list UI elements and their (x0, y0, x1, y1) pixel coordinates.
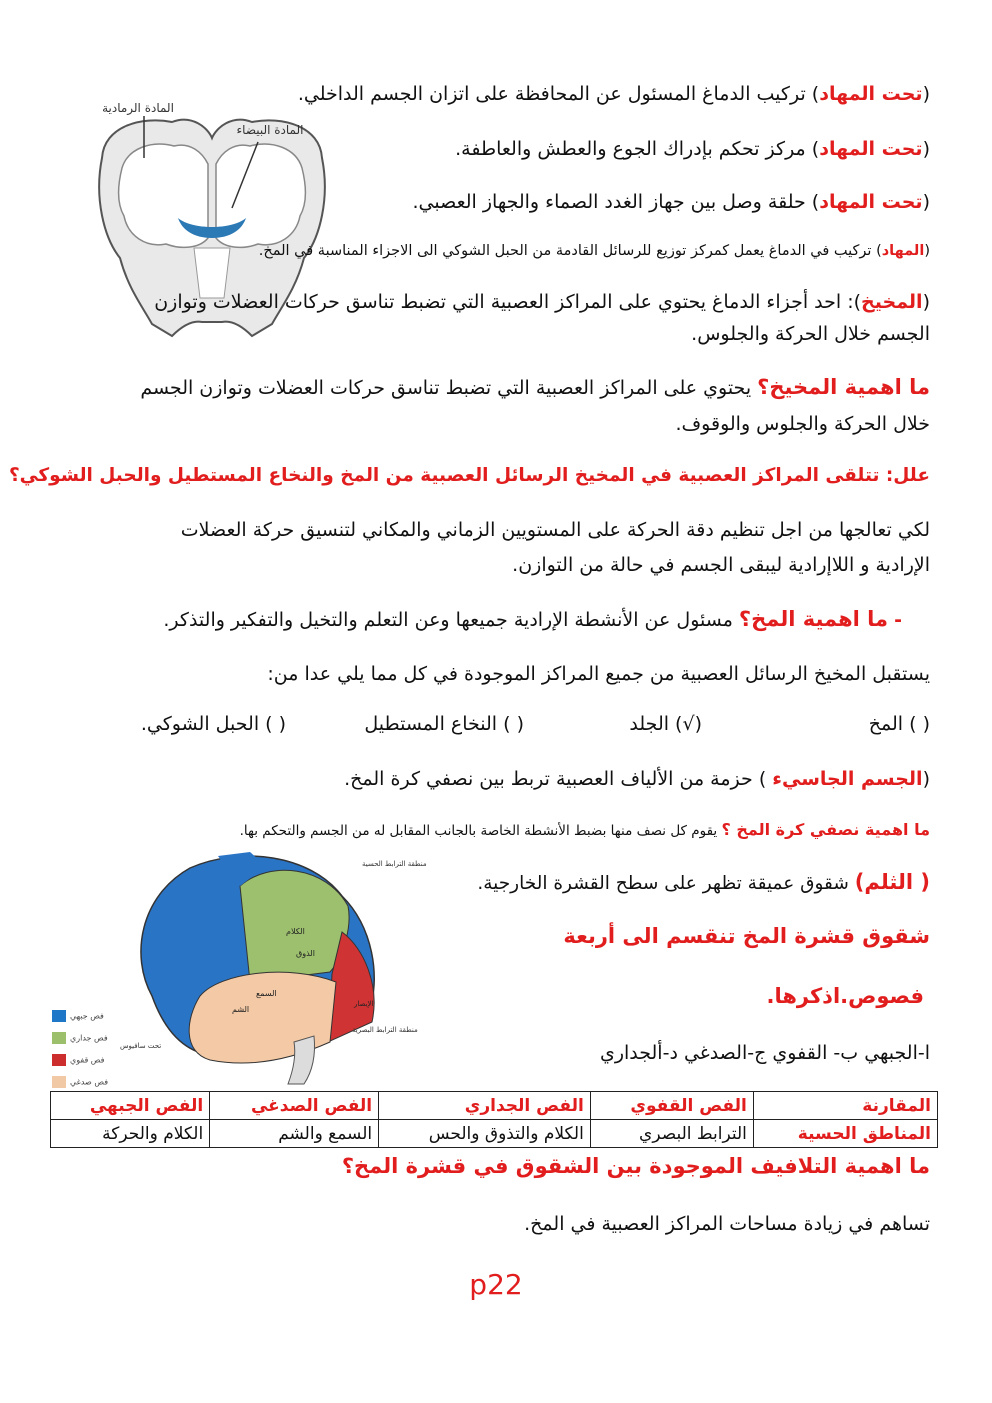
question-reason: علل: تتلقى المراكز العصبية في المخيخ الرسائل العصبية من المخ والنخاع المستطيل والحبل الشوكي؟ (8, 465, 930, 486)
legend-swatch-occipital (52, 1054, 66, 1066)
question-brain-importance: - ما اهمية المخ؟ مسئول عن الأنشطة الإرادية جميعها وعن التعلم والتخيل والتفكير والتذكر. (163, 607, 902, 631)
line-hypothalamus-3: (تحت المهاد) حلقة وصل بين جهاز الغدد الصماء والجهاز العصبي. (412, 191, 930, 213)
heading-cortex-lobes: شقوق قشرة المخ تنقسم الى أربعة (563, 924, 930, 948)
label-assoc-sensory: منطقة الترابط الحسية (362, 860, 427, 868)
lobes-list: ا-الجبهي ب- القفوي ج-الصدغي د-ألجداري (599, 1042, 930, 1064)
table-cell: السمع والشم (210, 1120, 379, 1148)
page-number: p22 (469, 1268, 523, 1301)
answer-reason-1: لكي تعالجها من اجل تنظيم دقة الحركة على المستويين الزماني والمكاني لتنسيق حركة العضلات (180, 519, 930, 541)
question-cerebellum-cont: خلال الحركة والجلوس والوقوف. (675, 413, 930, 435)
table-cell: المقارنة (753, 1092, 937, 1120)
mcq-option-1[interactable]: ( ) المخ (868, 713, 930, 735)
label-hearing: السمع (256, 989, 277, 998)
table-cell: الكلام والحركة (51, 1120, 210, 1148)
table-row (51, 1120, 938, 1148)
table-cell: المناطق الحسية (753, 1120, 937, 1148)
mcq-option-3[interactable]: ( ) النخاع المستطيل (364, 713, 524, 735)
legend-swatch-temporal (52, 1076, 66, 1088)
brain-lobes-figure (90, 846, 427, 1088)
table-cell: الفص الصدغي (210, 1092, 379, 1120)
line-thalamus: (المهاد) تركيب في الدماغ يعمل كمركز توزيع للرسائل القادمة من الحبل الشوكي الى الاجزاء المناسبة في المخ. (258, 243, 930, 259)
label-assoc-visual: منطقة الترابط البصرية (352, 1026, 418, 1034)
label-white-matter: المادة البيضاء (236, 123, 304, 137)
question-gyri-importance: ما اهمية التلافيف الموجودة بين الشقوق في قشرة المخ؟ (341, 1154, 930, 1178)
answer-reason-2: الإرادية و اللاإرادية ليبقى الجسم في حالة من التوازن. (512, 554, 930, 576)
label-hypothalamus: تحت سافيوس (120, 1042, 162, 1050)
line-hypothalamus-1: (تحت المهاد) تركيب الدماغ المسئول عن المحافظة على اتزان الجسم الداخلي. (297, 83, 930, 105)
label-gray-matter: المادة الرمادية (102, 101, 174, 115)
line-sulcus: ( الثلم) شقوق عميقة تظهر على سطح القشرة الخارجية. (477, 870, 930, 894)
lobes-comparison-table (50, 1091, 938, 1148)
mcq-stem: يستقبل المخيخ الرسائل العصبية من جميع المراكز الموجودة في كل مما يلي عدا من: (267, 663, 930, 685)
legend-swatch-parietal (52, 1032, 66, 1044)
table-header-row (51, 1092, 938, 1120)
label-vision: الإبصار (354, 1000, 374, 1008)
table-cell: الفص الجبهي (51, 1092, 210, 1120)
label-smell: الشم (232, 1005, 250, 1014)
label-taste: الذوق (296, 949, 315, 958)
table-cell: الكلام والتذوق والحس (379, 1120, 591, 1148)
table-cell: الترابط البصري (590, 1120, 753, 1148)
line-cerebellum-cont: الجسم خلال الحركة والجلوس. (691, 323, 930, 345)
question-hemispheres: ما اهمية نصفي كرة المخ ؟ يقوم كل نصف منها بضبط الأنشطة الخاصة بالجانب المقابل له من الجسم والتحكم بها. (239, 820, 930, 839)
line-cerebellum: (المخيخ): احد أجزاء الدماغ يحتوي على المراكز العصبية التي تضبط تناسق حركات العضلات وتوازن (154, 291, 930, 313)
mcq-option-4[interactable]: ( ) الحبل الشوكي. (140, 713, 286, 735)
line-hypothalamus-2: (تحت المهاد) مركز تحكم بإدراك الجوع والعطش والعاطفة. (455, 138, 930, 160)
legend-swatch-frontal (52, 1010, 66, 1022)
table-cell: الفص الجداري (379, 1092, 591, 1120)
heading-lobes-name: فصوص.اذكرها. (766, 984, 924, 1008)
table-cell: الفص القفوي (590, 1092, 753, 1120)
mcq-option-2[interactable]: (√) الجلد (629, 713, 702, 735)
answer-gyri: تساهم في زيادة مساحات المراكز العصبية في المخ. (524, 1213, 930, 1235)
line-corpus-callosum: (الجسم الجاسيء ) حزمة من الألياف العصبية تربط بين نصفي كرة المخ. (344, 768, 930, 790)
question-cerebellum-importance: ما اهمية المخيخ؟ يحتوي على المراكز العصبية التي تضبط تناسق حركات العضلات وتوازن الجسم (140, 375, 930, 399)
label-speech: الكلام (286, 927, 305, 936)
